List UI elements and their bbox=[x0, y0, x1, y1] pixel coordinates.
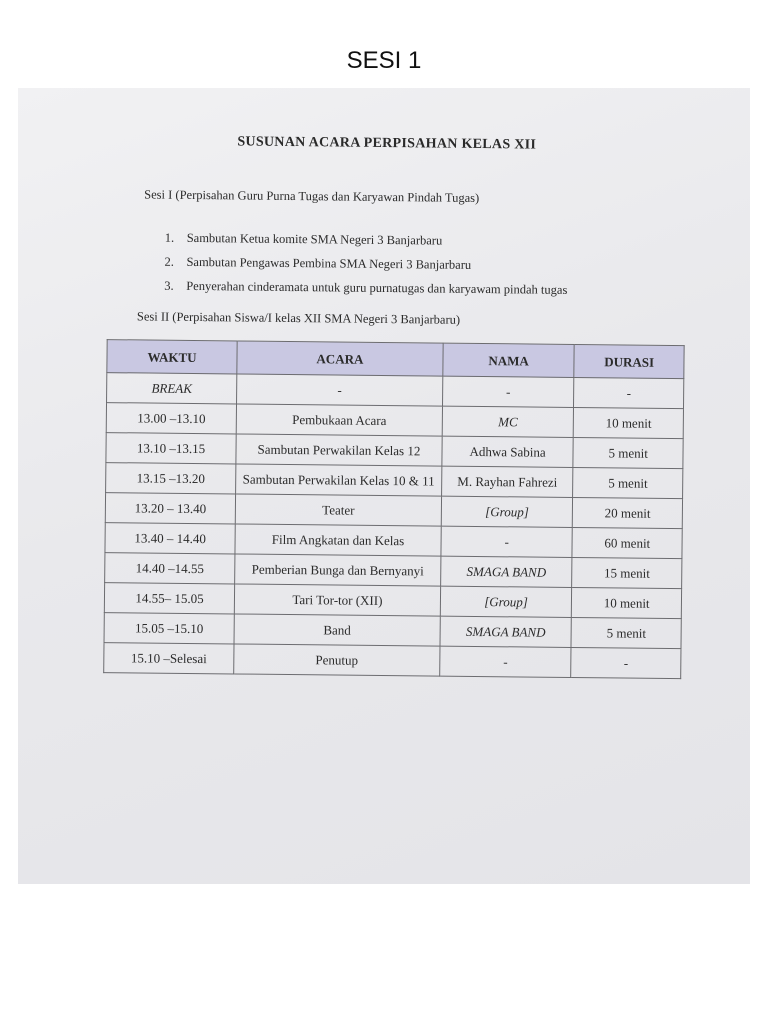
cell-acara: Sambutan Perwakilan Kelas 12 bbox=[236, 434, 442, 466]
cell-durasi: 5 menit bbox=[573, 437, 683, 468]
cell-acara: Penutup bbox=[234, 644, 440, 676]
cell-nama: - bbox=[439, 646, 571, 677]
cell-acara: Teater bbox=[235, 494, 441, 526]
cell-nama: - bbox=[441, 526, 573, 557]
cell-nama: SMAGA BAND bbox=[440, 616, 572, 647]
cell-acara: Pembukaan Acara bbox=[236, 404, 442, 436]
cell-nama: SMAGA BAND bbox=[440, 556, 572, 587]
cell-waktu: 15.05 –15.10 bbox=[104, 613, 234, 644]
list-item: 2. Sambutan Pengawas Pembina SMA Negeri 3 Banjarbaru bbox=[164, 254, 472, 272]
cell-acara: Sambutan Perwakilan Kelas 10 & 11 bbox=[236, 464, 442, 496]
sesi2-heading: Sesi II (Perpisahan Siswa/I kelas XII SMA Negeri 3 Banjarbaru) bbox=[136, 309, 461, 327]
cell-waktu: 14.55– 15.05 bbox=[104, 583, 234, 614]
header-nama: NAMA bbox=[443, 343, 575, 377]
cell-acara: - bbox=[237, 374, 443, 406]
cell-acara: Band bbox=[234, 614, 440, 646]
cell-waktu: 13.20 – 13.40 bbox=[105, 493, 235, 524]
cell-waktu: 14.40 –14.55 bbox=[105, 553, 235, 584]
sesi1-heading: Sesi I (Perpisahan Guru Purna Tugas dan Karyawan Pindah Tugas) bbox=[144, 187, 480, 205]
cell-nama: Adhwa Sabina bbox=[442, 436, 574, 467]
cell-durasi: 10 menit bbox=[574, 407, 684, 438]
document-sheet bbox=[18, 88, 750, 884]
cell-durasi: 15 menit bbox=[572, 557, 682, 588]
sesi1-list bbox=[164, 226, 568, 302]
cell-waktu: 15.10 –Selesai bbox=[104, 643, 234, 674]
cell-nama: MC bbox=[442, 406, 574, 437]
cell-waktu: 13.40 – 14.40 bbox=[105, 523, 235, 554]
cell-acara: Pemberian Bunga dan Bernyanyi bbox=[235, 554, 441, 586]
cell-nama: [Group] bbox=[440, 586, 572, 617]
list-item: 1. Sambutan Ketua komite SMA Negeri 3 Banjarbaru bbox=[164, 230, 443, 248]
document-photo bbox=[18, 88, 750, 884]
cell-nama: M. Rayhan Fahrezi bbox=[441, 466, 573, 497]
cell-waktu: 13.00 –13.10 bbox=[106, 403, 236, 434]
table-row bbox=[104, 643, 681, 679]
document-title: SUSUNAN ACARA PERPISAHAN KELAS XII bbox=[237, 134, 537, 153]
cell-durasi: 20 menit bbox=[573, 497, 683, 528]
cell-waktu: BREAK bbox=[107, 373, 237, 404]
header-waktu: WAKTU bbox=[107, 340, 237, 374]
list-item: 3. Penyerahan cinderamata untuk guru purnatugas dan karyawam pindah tugas bbox=[164, 278, 568, 297]
cell-nama: [Group] bbox=[441, 496, 573, 527]
header-acara: ACARA bbox=[237, 341, 443, 376]
header-durasi: DURASI bbox=[574, 344, 684, 378]
cell-durasi: - bbox=[574, 377, 684, 408]
cell-acara: Film Angkatan dan Kelas bbox=[235, 524, 441, 556]
page-title: SESI 1 bbox=[346, 47, 422, 74]
cell-acara: Tari Tor-tor (XII) bbox=[234, 584, 440, 616]
cell-durasi: 60 menit bbox=[572, 527, 682, 558]
schedule-table bbox=[103, 339, 684, 679]
cell-durasi: - bbox=[571, 647, 681, 678]
cell-waktu: 13.10 –13.15 bbox=[106, 433, 236, 464]
cell-durasi: 10 menit bbox=[572, 587, 682, 618]
cell-durasi: 5 menit bbox=[573, 467, 683, 498]
cell-durasi: 5 menit bbox=[571, 617, 681, 648]
cell-waktu: 13.15 –13.20 bbox=[106, 463, 236, 494]
cell-nama: - bbox=[442, 376, 574, 407]
